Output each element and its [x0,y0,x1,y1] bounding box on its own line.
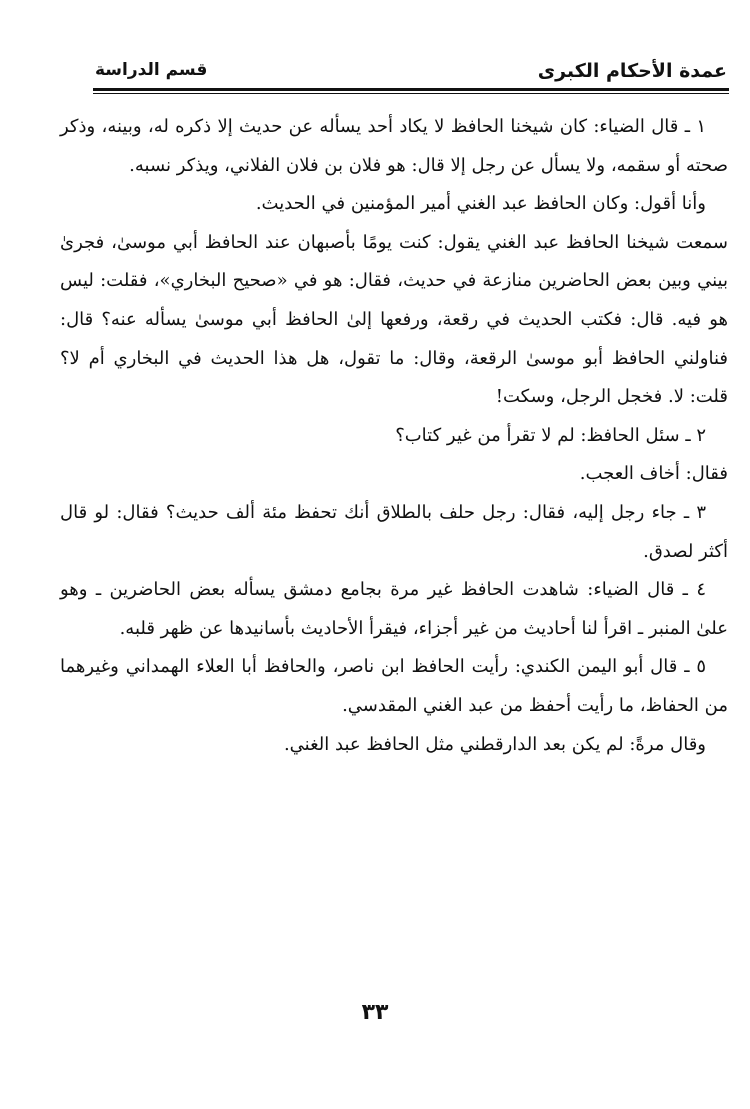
page-body [60,108,728,764]
section-title: قسم الدراسة [95,60,208,80]
page-number: ٣٣ [361,1000,389,1025]
running-header [95,58,727,86]
paragraph-3: سمعت شيخنا الحافظ عبد الغني يقول: كنت يومًا بأصبهان عند الحافظ أبي موسىٰ، فجرىٰ بيني وبين بعض الحاضرين منازعة في حديث، فقال: هو في «صحيح البخاري»، فقلت: ليس هو فيه. قال: فكتب الحديث في رقعة، ورفعها إلىٰ الحافظ أبي موسىٰ يسأله عنه؟ قال: فناولني الحافظ أبو موسىٰ الرقعة، وقال: ما تقول، هل هذا الحديث في البخاري أم لا؟ قلت: لا. فخجل الرجل، وسكت! [60,231,728,408]
header-rule-thin [93,93,729,94]
header-rule-thick [93,88,729,91]
paragraph-9: وقال مرةً: لم يكن بعد الدارقطني مثل الحافظ عبد الغني. [283,733,706,755]
book-title: عمدة الأحكام الكبرى [537,60,727,82]
paragraph-6: ٣ ـ جاء رجل إليه، فقال: رجل حلف بالطلاق أنك تحفظ مئة ألف حديث؟ فقال: لو قال أكثر لصدق. [60,501,728,562]
paragraph-5: فقال: أخاف العجب. [579,463,728,485]
paragraph-8: ٥ ـ قال أبو اليمن الكندي: رأيت الحافظ ابن ناصر، والحافظ أبا العلاء الهمداني وغيرهما من الحفاظ، ما رأيت أحفظ من عبد الغني المقدسي. [60,656,728,716]
paragraph-1: ١ ـ قال الضياء: كان شيخنا الحافظ لا يكاد أحد يسأله عن حديث إلا ذكره له، وبينه، وذكر صحته أو سقمه، ولا يسأل عن رجل إلا قال: هو فلان بن فلان الفلاني، ويذكر نسبه. [60,116,728,176]
paragraph-2: وأنا أقول: وكان الحافظ عبد الغني أمير المؤمنين في الحديث. [255,193,706,215]
paragraph-7: ٤ ـ قال الضياء: شاهدت الحافظ غير مرة بجامع دمشق يسأله بعض الحاضرين ـ وهو علىٰ المنبر ـ اقرأ لنا أحاديث من غير أجزاء، فيقرأ الأحاديث بأسانيدها عن ظهر قلبه. [60,579,728,639]
paragraph-4: ٢ ـ سئل الحافظ: لم لا تقرأ من غير كتاب؟ [395,424,706,446]
